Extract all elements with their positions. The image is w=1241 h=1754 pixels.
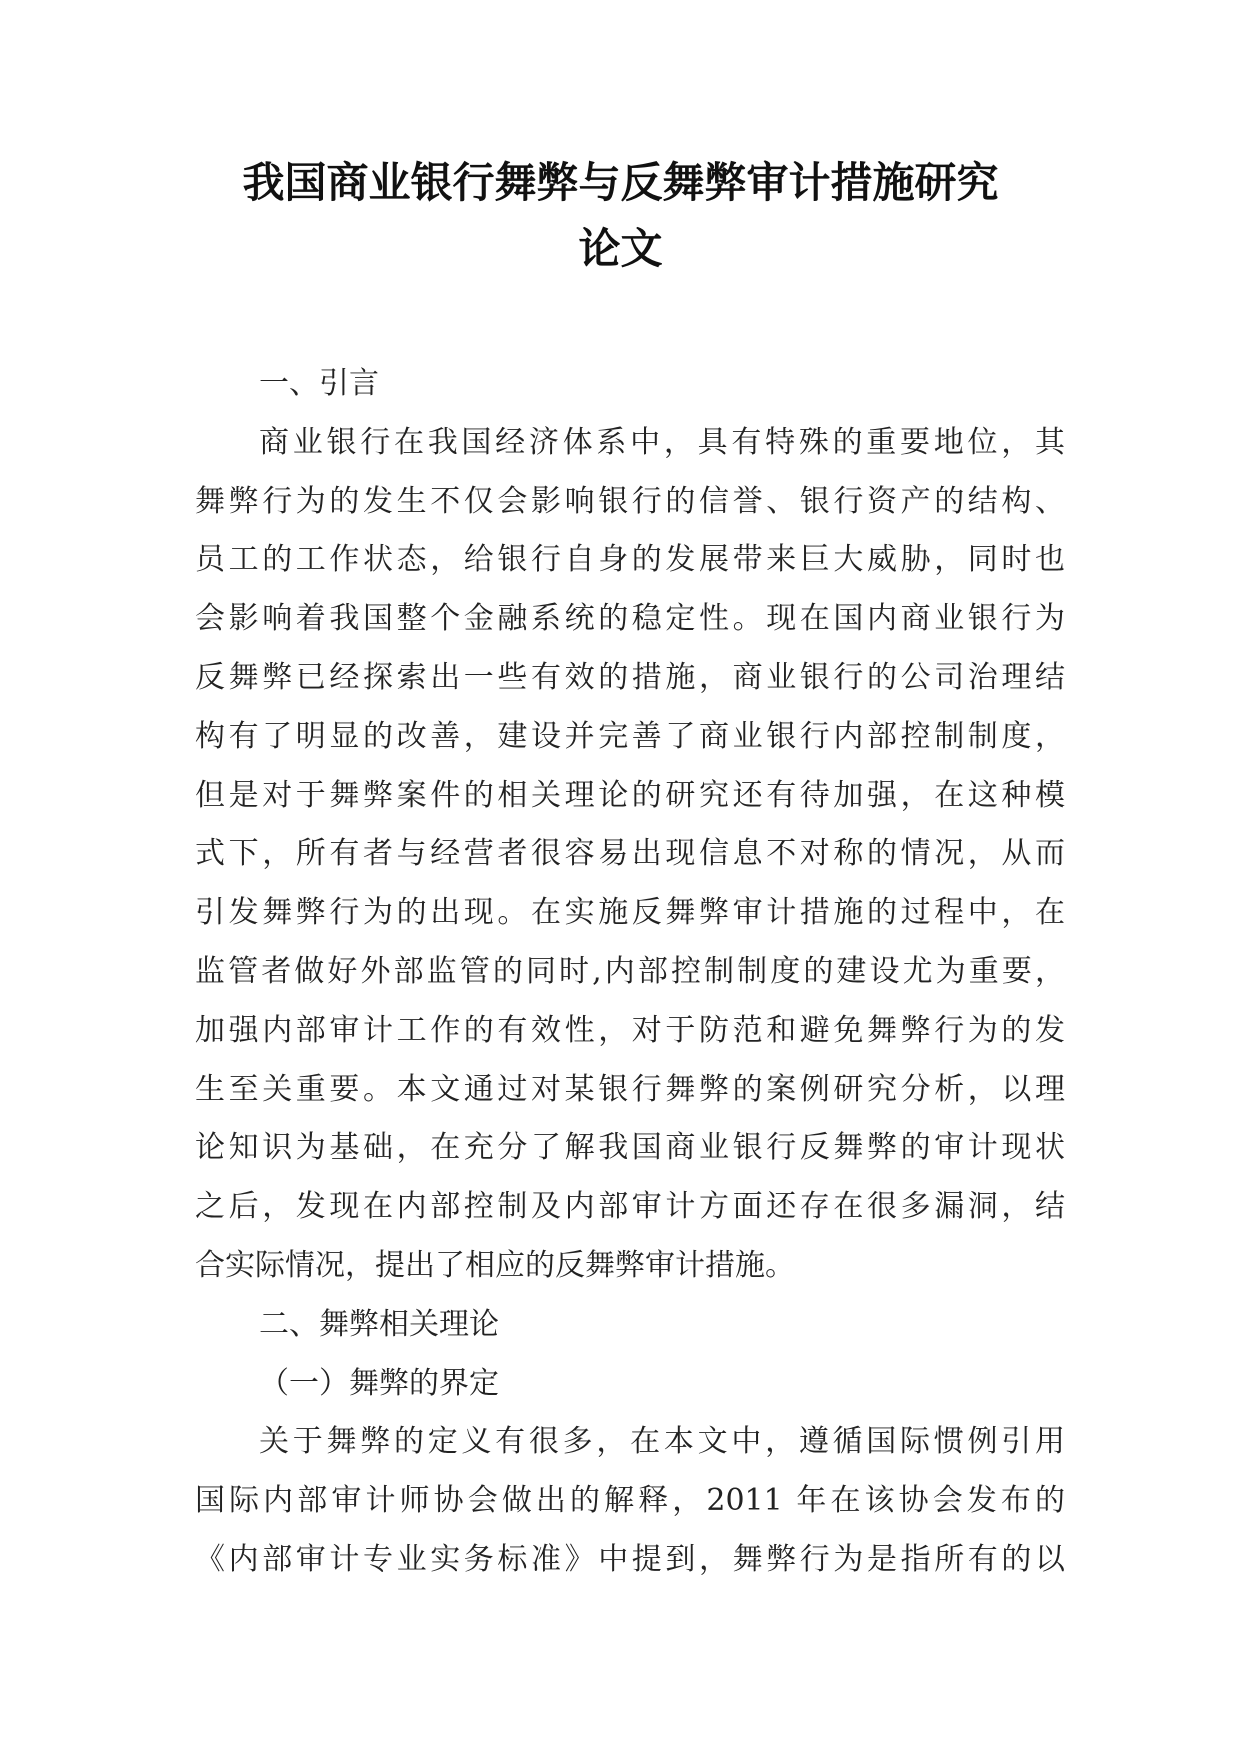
- paragraph-line: 生至关重要。本文通过对某银行舞弊的案例研究分析，以理: [195, 1071, 1065, 1107]
- paragraph-line: 论知识为基础，在充分了解我国商业银行反舞弊的审计现状: [195, 1130, 1065, 1166]
- paragraph-line: 之后，发现在内部控制及内部审计方面还存在很多漏洞，结: [195, 1189, 1065, 1225]
- paragraph-line: 反舞弊已经探索出一些有效的措施，商业银行的公司治理结: [195, 659, 1065, 695]
- paragraph-line: 关于舞弊的定义有很多，在本文中，遵循国际惯例引用: [259, 1424, 1065, 1460]
- paragraph-line: 式下，所有者与经营者很容易出现信息不对称的情况，从而: [195, 836, 1065, 872]
- paragraph-line: 会影响着我国整个金融系统的稳定性。现在国内商业银行为: [195, 601, 1065, 637]
- section-heading: 二、舞弊相关理论: [259, 1306, 499, 1342]
- paragraph-line: 舞弊行为的发生不仅会影响银行的信誉、银行资产的结构、: [195, 483, 1065, 519]
- paragraph-line: 监管者做好外部监管的同时,内部控制制度的建设尤为重要，: [195, 953, 1065, 989]
- document-title-line-2: 论文: [578, 224, 663, 273]
- paragraph-line: 构有了明显的改善，建设并完善了商业银行内部控制制度，: [195, 718, 1065, 754]
- paragraph-line: 引发舞弊行为的出现。在实施反舞弊审计措施的过程中，在: [195, 895, 1065, 931]
- document-title-line-1: 我国商业银行舞弊与反舞弊审计措施研究: [242, 158, 999, 207]
- paragraph-line: 商业银行在我国经济体系中，具有特殊的重要地位，其: [259, 424, 1065, 460]
- paragraph-line: 员工的工作状态，给银行自身的发展带来巨大威胁，同时也: [195, 542, 1065, 578]
- paragraph-line: 但是对于舞弊案件的相关理论的研究还有待加强，在这种模: [195, 777, 1065, 813]
- section-heading: 一、引言: [259, 366, 379, 401]
- paragraph-line: 合实际情况，提出了相应的反舞弊审计措施。: [195, 1247, 795, 1283]
- document-body: [195, 355, 1065, 1590]
- paragraph-line: 加强内部审计工作的有效性，对于防范和避免舞弊行为的发: [195, 1012, 1065, 1048]
- subsection-heading: （一）舞弊的界定: [259, 1365, 499, 1401]
- paragraph-line: 《内部审计专业实务标准》中提到，舞弊行为是指所有的以: [195, 1541, 1065, 1577]
- paragraph-line: 国际内部审计师协会做出的解释，2011 年在该协会发布的: [195, 1483, 1065, 1519]
